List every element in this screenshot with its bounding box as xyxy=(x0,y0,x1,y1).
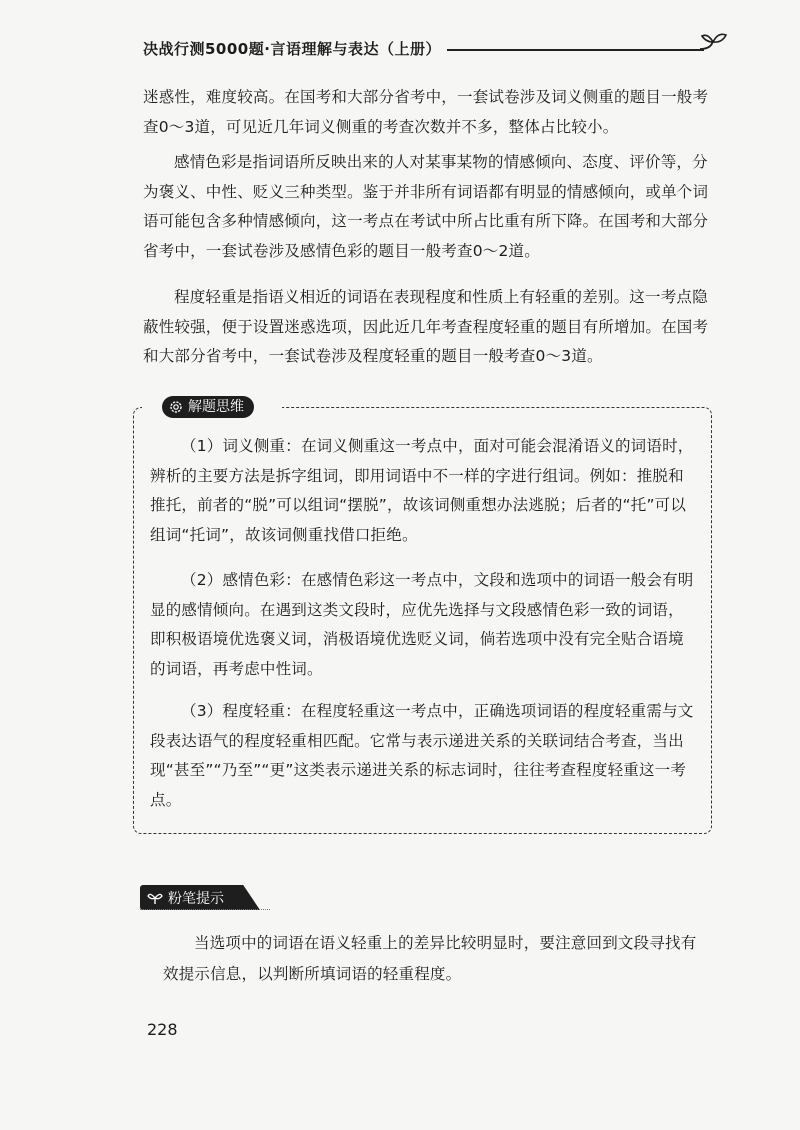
thinking-heading xyxy=(162,396,254,418)
solving-thinking-box xyxy=(133,399,712,834)
thinking-paragraph-3: （3）程度轻重：在程度轻重这一考点中，正确选项词语的程度轻重需与文段表达语气的程度轻重相匹配。它常与表示递进关系的关联词结合考查，当出现“甚至”“乃至”“更”这类表示递进关系的标志词时，往往考查程度轻重这一考点。 xyxy=(150,702,694,809)
leaf-icon xyxy=(147,890,163,906)
tip-title: 粉笔提示 xyxy=(168,890,224,907)
tip-heading xyxy=(140,885,260,910)
header-title: 决战行测5000题·言语理解与表达（上册） xyxy=(143,38,447,59)
running-header xyxy=(143,32,728,64)
body-paragraph-2: 感情色彩是指词语所反映出来的人对某事某物的情感倾向、态度、评价等，分为褒义、中性、贬义三种类型。鉴于并非所有词语都有明显的情感倾向，或单个词语可能包含多种情感倾向，这一考点在考试中所占比重有所下降。在国考和大部分省考中，一套试卷涉及感情色彩的题目一般考查0～2道。 xyxy=(143,153,709,260)
gear-icon xyxy=(168,399,184,415)
page-number: 228 xyxy=(147,1020,178,1039)
thinking-title: 解题思维 xyxy=(188,399,244,415)
thinking-paragraph-1: （1）词义侧重：在词义侧重这一考点中，面对可能会混淆语义的词语时，辨析的主要方法是拆字组词，即用词语中不一样的字进行组词。例如：推脱和推托，前者的“脱”可以组词“摆脱”，故该词侧重想办法逃脱；后者的“托”可以组词“托词”，故该词侧重找借口拒绝。 xyxy=(150,437,694,544)
tip-rule xyxy=(140,909,270,910)
sprout-icon xyxy=(698,30,728,60)
tip-paragraph: 当选项中的词语在语义轻重上的差异比较明显时，要注意回到文段寻找有效提示信息，以判断所填词语的轻重程度。 xyxy=(163,934,697,983)
body-paragraph-1: 迷惑性，难度较高。在国考和大部分省考中，一套试卷涉及词义侧重的题目一般考查0～3道，可见近几年词义侧重的考查次数并不多，整体占比较小。 xyxy=(143,88,709,136)
thinking-paragraph-2: （2）感情色彩：在感情色彩这一考点中，文段和选项中的词语一般会有明显的感情倾向。在遇到这类文段时，应优先选择与文段感情色彩一致的词语，即积极语境优选褒义词，消极语境优选贬义词，倘若选项中没有完全贴合语境的词语，再考虑中性词。 xyxy=(150,571,694,678)
body-paragraph-3: 程度轻重是指语义相近的词语在表现程度和性质上有轻重的差别。这一考点隐蔽性较强，便于设置迷惑选项，因此近几年考查程度轻重的题目有所增加。在国考和大部分省考中，一套试卷涉及程度轻重的题目一般考查0～3道。 xyxy=(143,288,709,365)
